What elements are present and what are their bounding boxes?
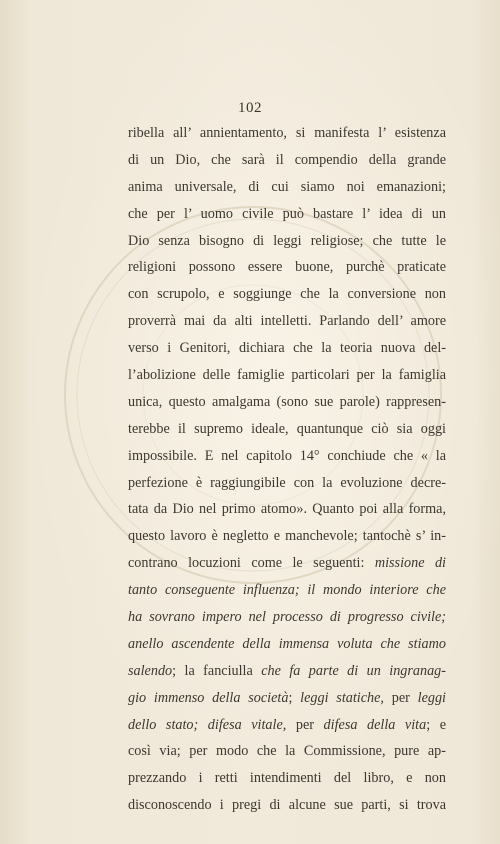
text-segment: l’abolizione delle famiglie particolari per la famiglia <box>128 367 446 384</box>
text-line <box>128 335 446 362</box>
text-segment: religioni possono essere buone, purchè praticate <box>128 259 446 276</box>
text-segment: tata da Dio nel primo atomo». Quanto poi alla forma, <box>128 501 446 518</box>
text-line <box>128 765 446 792</box>
text-segment: così via; per modo che la Commissione, pure ap- <box>128 743 446 760</box>
text-segment: proverrà mai da alti intelletti. Parlando dell’ amore <box>128 313 446 330</box>
text-segment: questo lavoro è negletto e manchevole; tantochè s’ in- <box>128 528 446 545</box>
text-segment: di un Dio, che sarà il compendio della grande <box>128 151 446 168</box>
italic-text-segment: tanto conseguente influenza; il mondo interiore che <box>128 582 446 599</box>
text-segment: che per l’ uomo civile può bastare l’ idea di un <box>128 205 446 222</box>
text-segment: Dio senza bisogno di leggi religiose; che tutte le <box>128 232 446 249</box>
text-segment: unica, questo amalgama (sono sue parole) rappresen- <box>128 393 446 410</box>
text-segment: impossibile. E nel capitolo 14° conchiude che « la <box>128 447 446 464</box>
text-line <box>128 792 446 819</box>
italic-text-segment: leggi <box>417 689 446 706</box>
italic-text-segment: salendo <box>128 662 173 679</box>
text-line <box>128 604 446 631</box>
italic-text-segment: ha sovrano impero nel processo di progresso civile; <box>128 609 446 626</box>
text-line <box>128 470 446 497</box>
text-line <box>128 443 446 470</box>
text-segment: prezzando i retti intendimenti del libro, e non <box>128 770 446 787</box>
page-number: 102 <box>238 100 262 116</box>
text-line <box>128 658 446 685</box>
italic-text-segment: gio immenso della società <box>128 689 289 706</box>
text-line <box>128 685 446 712</box>
text-line <box>128 496 446 523</box>
body-text <box>128 120 446 819</box>
italic-text-segment: leggi statiche, <box>300 689 384 706</box>
text-segment: perfezione è raggiungibile con la evoluzione decre- <box>128 474 446 491</box>
text-line <box>128 550 446 577</box>
text-segment: disconoscendo i pregi di alcune sue parti, si trova <box>128 797 446 814</box>
text-line <box>128 120 446 147</box>
text-line <box>128 254 446 281</box>
text-line <box>128 362 446 389</box>
text-segment: per <box>286 716 324 733</box>
text-line <box>128 201 446 228</box>
text-segment: con scrupolo, e soggiunge che la conversione non <box>128 286 446 303</box>
text-line <box>128 416 446 443</box>
text-line <box>128 389 446 416</box>
text-line <box>128 308 446 335</box>
text-segment: terebbe il supremo ideale, quantunque ciò sia oggi <box>128 420 446 437</box>
text-segment: ; e <box>426 716 446 733</box>
text-line <box>128 523 446 550</box>
text-segment: verso i Genitori, dichiara che la teoria nuova del- <box>128 340 446 357</box>
italic-text-segment: missione di <box>374 555 446 572</box>
text-segment: ; <box>288 689 301 706</box>
text-line <box>128 174 446 201</box>
italic-text-segment: difesa della vita <box>323 716 427 733</box>
text-line <box>128 228 446 255</box>
text-segment: per <box>383 689 418 706</box>
italic-text-segment: che fa parte di un ingranag- <box>261 662 446 679</box>
text-line <box>128 577 446 604</box>
text-line <box>128 147 446 174</box>
italic-text-segment: dello stato; difesa vitale, <box>128 716 287 733</box>
text-segment: anima universale, di cui siamo noi emanazioni; <box>128 178 446 195</box>
text-line <box>128 738 446 765</box>
text-line <box>128 281 446 308</box>
text-segment: ; la fanciulla <box>172 662 262 679</box>
italic-text-segment: anello ascendente della immensa voluta che stiamo <box>128 635 446 652</box>
text-line <box>128 631 446 658</box>
text-line <box>128 712 446 739</box>
text-segment: ribella all’ annientamento, si manifesta l’ esistenza <box>128 125 446 141</box>
text-segment: contrano locuzioni come le seguenti: <box>128 555 375 572</box>
